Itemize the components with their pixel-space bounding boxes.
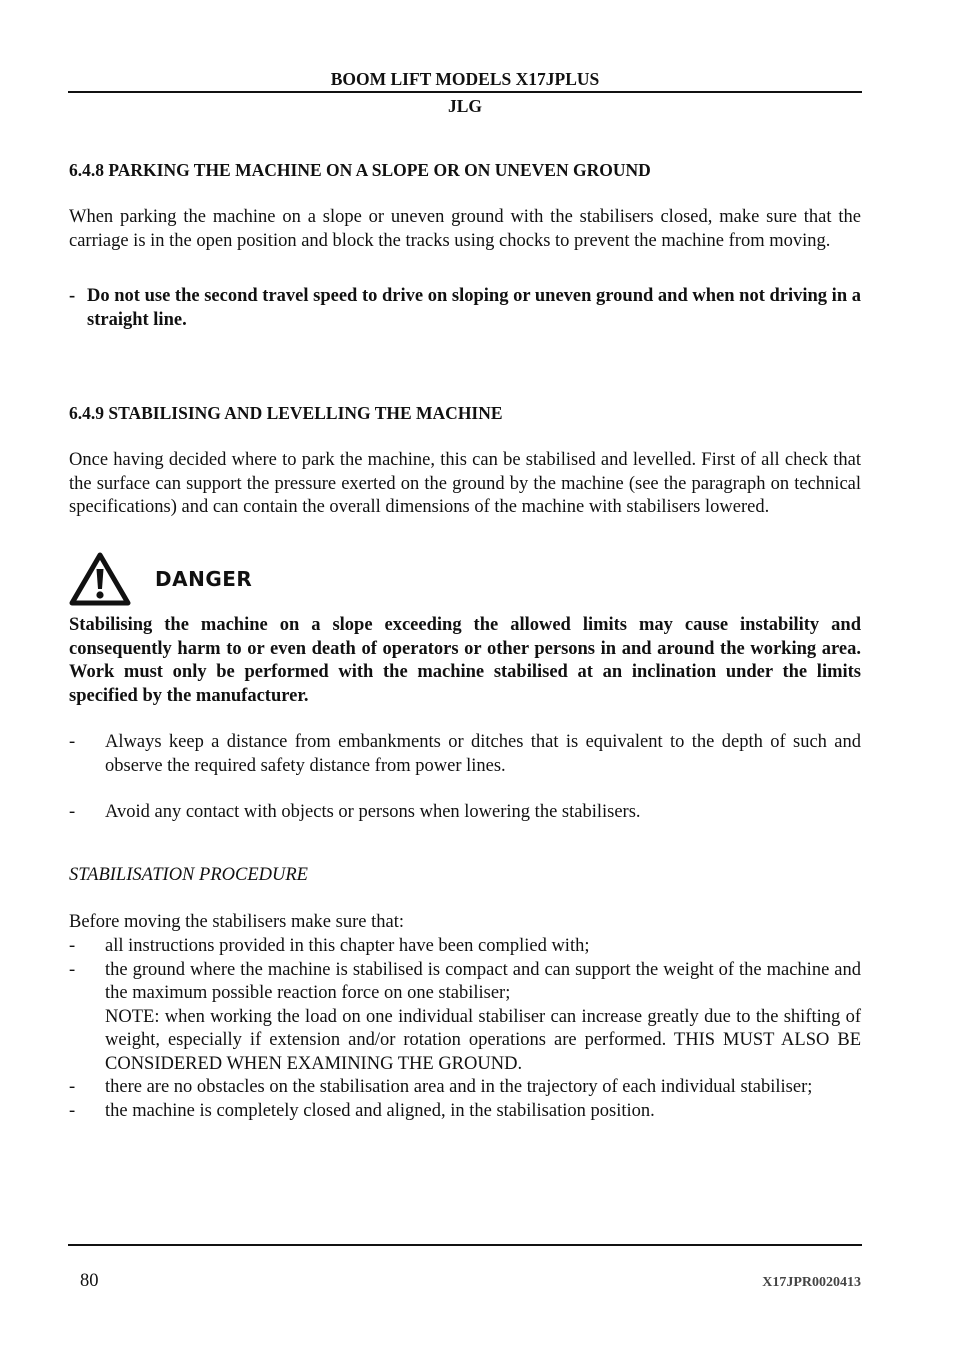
footer-rule [68, 1244, 862, 1246]
bullet-marker: - [69, 732, 76, 752]
section-648-warning [69, 285, 861, 332]
bullet-marker: - [69, 1100, 76, 1121]
page-header-title: BOOM LIFT MODELS X17JPLUS [330, 69, 600, 89]
page-header-brand: JLG [447, 96, 483, 116]
list-item-text: the machine is completely closed and aligned, in the stabilisation position. [105, 1100, 655, 1121]
header-rule [68, 91, 862, 93]
bullet-marker: - [69, 802, 76, 822]
list-item-text: all instructions provided in this chapter have been complied with; [105, 936, 590, 956]
list-item [69, 801, 861, 825]
list-item [69, 935, 861, 959]
danger-label: DANGER [155, 567, 253, 592]
page-number: 80 [80, 1271, 99, 1291]
section-648-paragraph: When parking the machine on a slope or uneven ground with the stabilisers closed, make sure that the carriage is in the open position and block the tracks using chocks to prevent the machine from moving. [69, 207, 861, 251]
bullet-marker: - [69, 286, 76, 306]
list-item-text: Always keep a distance from embankments or ditches that is equivalent to the depth of such and observe the required safety distance from power lines. [105, 732, 861, 776]
document-code: X17JPR0020413 [762, 1275, 861, 1290]
list-item-note: NOTE: when working the load on one individual stabiliser can increase greatly due to the shifting of weight, especially if extension and/or rotation operations are performed. THIS MUST ALSO BE CONSIDERED WHEN EXAMINING THE GROUND. [105, 1006, 861, 1074]
list-item [69, 731, 861, 778]
list-item-text: there are no obstacles on the stabilisation area and in the trajectory of each individual stabiliser; [105, 1077, 813, 1097]
list-item-text: Avoid any contact with objects or persons when lowering the stabilisers. [105, 802, 641, 822]
section-649-heading: 6.4.9 STABILISING AND LEVELLING THE MACHINE [69, 403, 503, 423]
section-648-heading: 6.4.8 PARKING THE MACHINE ON A SLOPE OR ON UNEVEN GROUND [69, 160, 651, 180]
list-item [69, 959, 861, 1077]
warning-text: Do not use the second travel speed to drive on sloping or uneven ground and when not driving in a straight line. [87, 286, 861, 330]
list-item [69, 1100, 861, 1124]
list-item-text: the ground where the machine is stabilised is compact and can support the weight of the machine and the maximum possible reaction force on one stabiliser; [105, 959, 861, 1003]
bullet-marker: - [69, 959, 76, 980]
list-item [69, 1076, 861, 1100]
danger-header [69, 555, 252, 611]
danger-text: Stabilising the machine on a slope exceeding the allowed limits may cause instability and consequently harm to or even death of operators or other persons in and around the working area. Work must only be performed with the machine stabilised at an inclination under the limits specified by the manufacturer. [69, 615, 861, 706]
bullet-marker: - [69, 1077, 76, 1097]
bullet-marker: - [69, 936, 76, 956]
section-649-paragraph: Once having decided where to park the machine, this can be stabilised and levelled. First of all check that the surface can support the pressure exerted on the ground by the machine (see the paragraph on technical specifications) and can contain the overall dimensions of the machine with stabilisers lowered. [69, 450, 861, 517]
warning-triangle-icon [69, 552, 131, 614]
procedure-list [69, 935, 861, 1123]
procedure-intro: Before moving the stabilisers make sure that: [69, 912, 404, 932]
procedure-title: STABILISATION PROCEDURE [69, 865, 308, 885]
